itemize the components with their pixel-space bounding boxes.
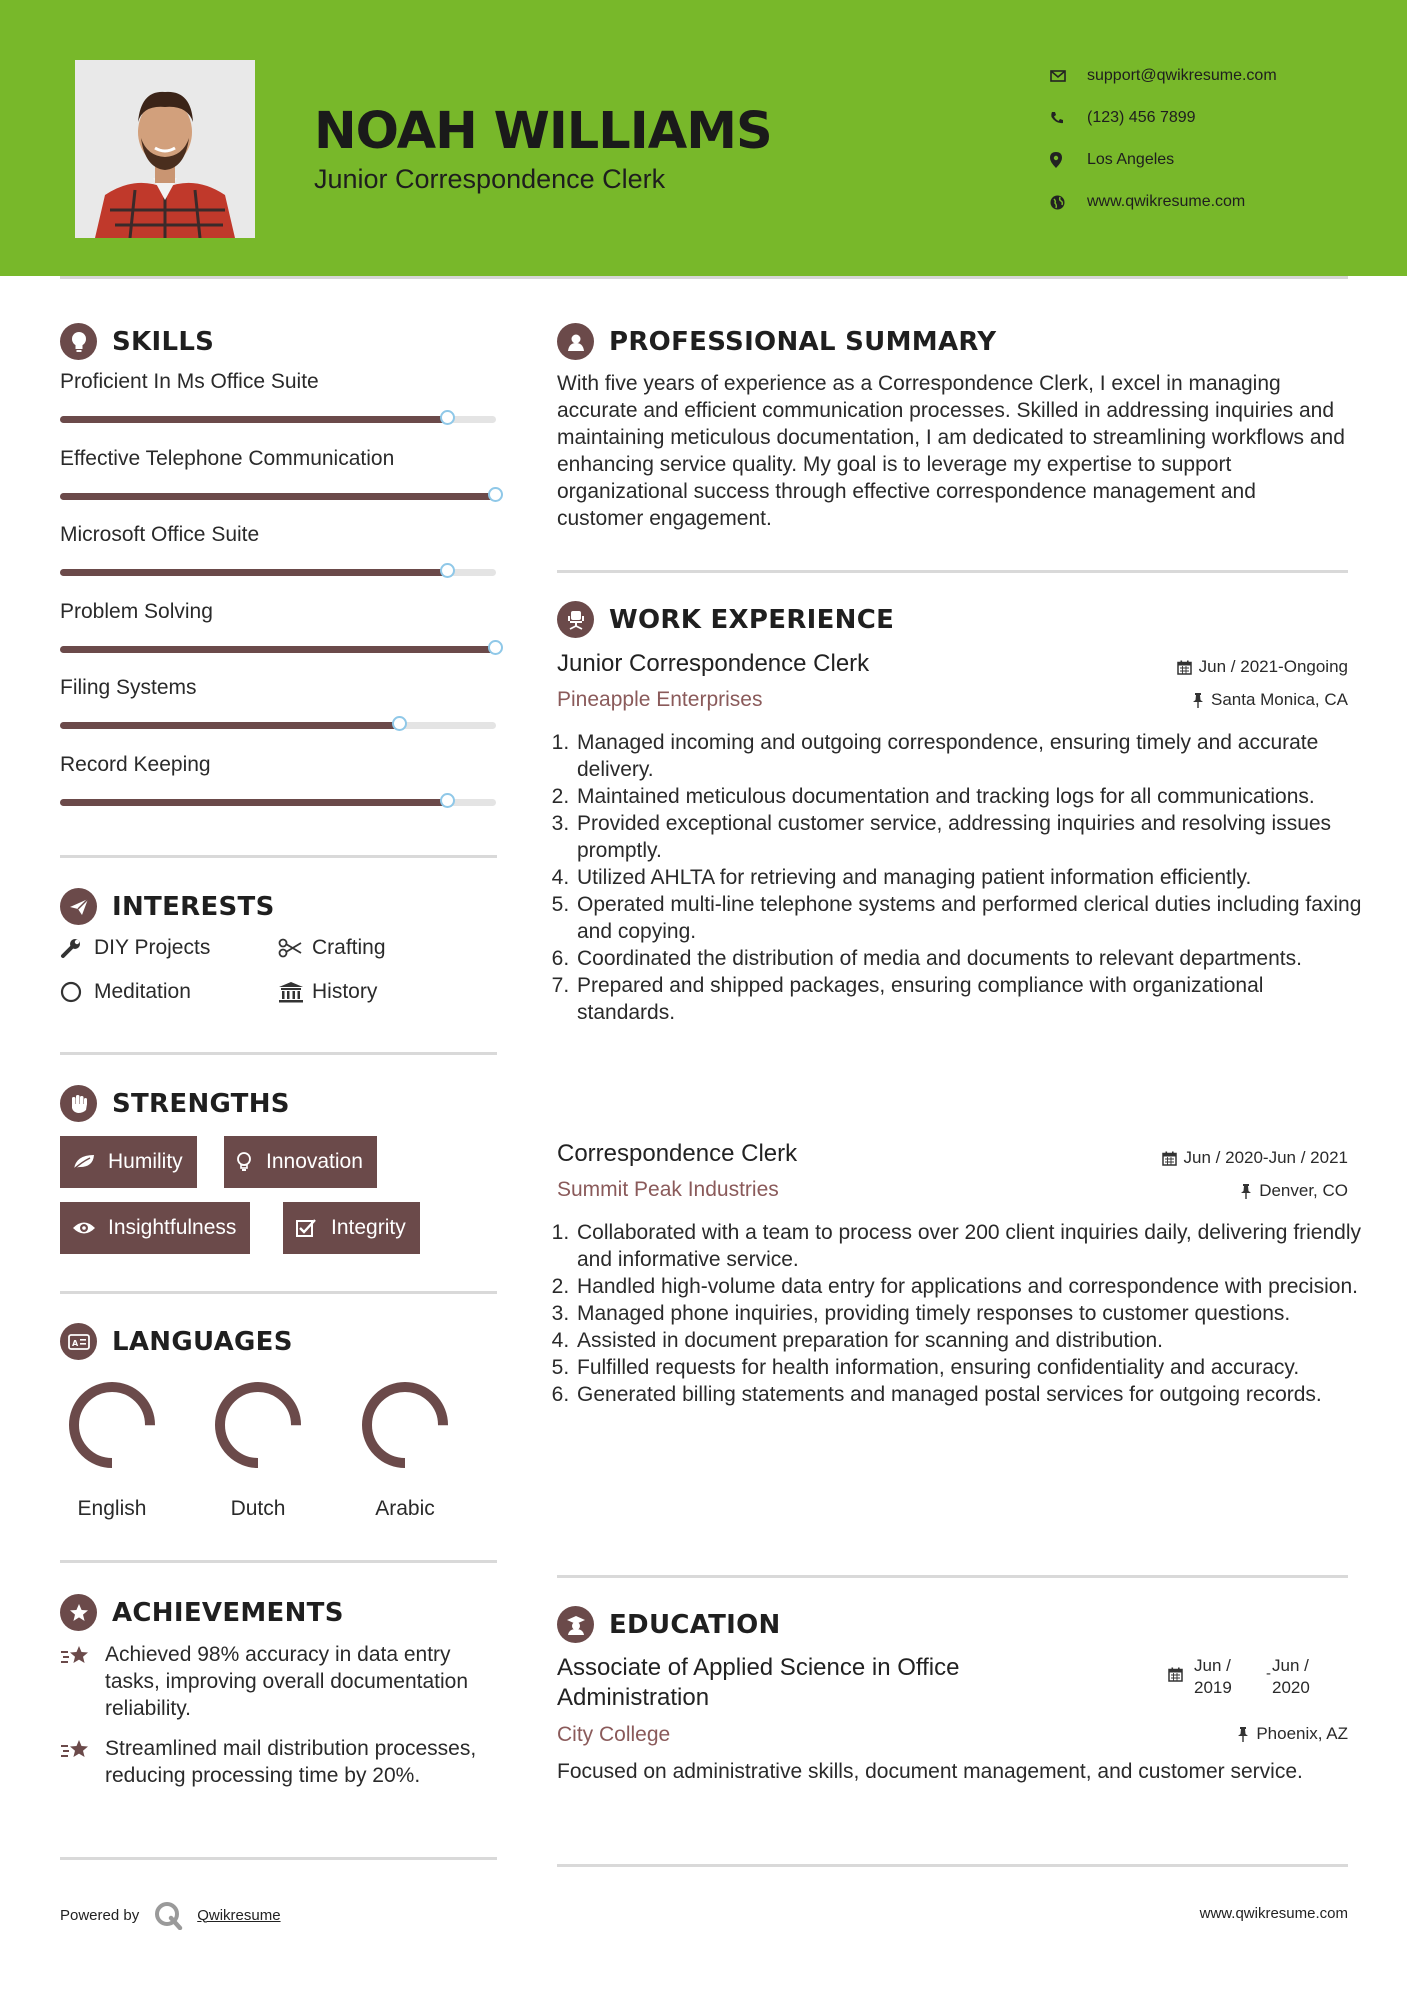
summary-heading: PROFESSIONAL SUMMARY [557,323,996,360]
footer-powered-by: Powered by Qwikresume [60,1900,281,1930]
job-dates: Jun / 2021-Ongoing [1177,657,1348,677]
skill-label: Microsoft Office Suite [60,523,260,546]
edu-end-date: Jun / 2020 [1272,1656,1310,1697]
star-badge-icon [60,1594,97,1631]
duty-item: 4. Assisted in document preparation for scanning and distribution. [575,1327,1365,1354]
user-icon [557,323,594,360]
museum-icon [278,981,312,1003]
language-level-arc [220,1387,296,1463]
duty-item: 2. Maintained meticulous documentation and tracking logs for all communications. [575,783,1365,810]
strength-tag: Innovation [224,1136,377,1188]
pushpin-icon [1192,693,1204,708]
skill-bar [60,416,496,423]
lightbulb-icon [60,323,97,360]
languages-heading: A LANGUAGES [60,1323,293,1360]
skill-bar-fill [60,569,448,576]
interest-item: History [278,980,377,1004]
job-location: Santa Monica, CA [1192,690,1348,710]
divider [557,1864,1348,1867]
skill-bar-fill [60,493,496,500]
duty-item: 5. Fulfilled requests for health information, ensuring confidentiality and accuracy. [575,1354,1365,1381]
language-ring [57,1370,167,1480]
skill-bar [60,569,496,576]
shooting-star-icon [60,1735,105,1789]
skill-bar [60,493,496,500]
job-title: Junior Correspondence Clerk [557,650,870,677]
summary-text: With five years of experience as a Correspondence Clerk, I excel in managing accurate and efficient communication processes. Skilled in addressing inquiries and maintaining meticulous documentation, I am dedicated to streamlining workflows and enhancing service quality. My goal is to leverage my expertise to support organizational success through effective correspondence management and customer engagement. [557,372,1345,530]
leaf-icon [72,1153,108,1171]
skill-label: Effective Telephone Communication [60,446,395,470]
language-label: English [77,1497,147,1520]
contact-website[interactable]: www.qwikresume.com [1050,181,1390,223]
skill-bar-fill [60,416,448,423]
eye-icon [72,1220,108,1236]
experience-heading: WORK EXPERIENCE [557,601,894,638]
job-dates: Jun / 2020-Jun / 2021 [1162,1148,1348,1168]
skill-label: Filing Systems [60,676,197,699]
job-duties [557,729,1365,1026]
duty-item: 4. Utilized AHLTA for retrieving and managing patient information efficiently. [575,864,1365,891]
profile-photo [75,60,255,238]
skill-bar-fill [60,799,448,806]
phone-icon [1050,111,1087,125]
date-separator: - [1266,1665,1271,1682]
skill-bar-fill [60,646,496,653]
language-item [57,1370,167,1521]
duty-item: 3. Managed phone inquiries, providing timely responses to customer questions. [575,1300,1365,1327]
skills-heading: SKILLS [60,323,214,360]
skill-level-knob [392,716,407,731]
achievement-item: Achieved 98% accuracy in data entry tasks, improving overall documentation reliability. [60,1641,500,1722]
paper-plane-icon [60,888,97,925]
contact-block [1050,55,1390,223]
header-divider [60,276,1348,279]
calendar-icon [1177,660,1192,675]
interest-item: DIY Projects [60,936,210,960]
school-name: City College [557,1723,671,1746]
skill-level-knob [488,640,503,655]
skill-level-knob [440,410,455,425]
language-ring [203,1370,313,1480]
duty-item: 7. Prepared and shipped packages, ensuring compliance with organizational standards. [575,972,1365,1026]
svg-text:A: A [71,1338,78,1348]
duty-item: 6. Generated billing statements and managed postal services for outgoing records. [575,1381,1365,1408]
skill-label: Record Keeping [60,752,211,776]
duty-item: 1. Managed incoming and outgoing correspondence, ensuring timely and accurate delivery. [575,729,1365,783]
skill-bar [60,722,496,729]
contact-location: Los Angeles [1050,139,1390,181]
degree-title: Associate of Applied Science in Office [557,1654,960,1681]
divider [60,1052,497,1055]
wrench-icon [60,937,94,959]
pushpin-icon [1240,1184,1252,1199]
language-label: Arabic [375,1497,435,1520]
edu-start-date: Jun / 2019 [1194,1656,1232,1697]
company-name: Pineapple Enterprises [557,688,763,711]
strength-tag: Insightfulness [60,1202,250,1254]
check-square-icon [295,1218,331,1238]
candidate-title: Junior Correspondence Clerk [314,164,666,194]
language-item [203,1370,313,1521]
strength-tag: Humility [60,1136,197,1188]
id-card-icon [60,1323,97,1360]
education-description: Focused on administrative skills, document management, and customer service. [557,1760,1303,1783]
interests-heading: INTERESTS [60,888,275,925]
skill-label: Proficient In Ms Office Suite [60,370,319,393]
language-level-arc [367,1387,443,1463]
job-location: Denver, CO [1240,1181,1348,1201]
globe-icon [1050,195,1087,210]
strength-tag: Integrity [283,1202,420,1254]
duty-item: 6. Coordinated the distribution of media and documents to relevant departments. [575,945,1365,972]
duty-item: 3. Provided exceptional customer service, addressing inquiries and resolving issues promptly. [575,810,1365,864]
calendar-icon [1168,1667,1183,1687]
skill-bar [60,646,496,653]
skill-bar-fill [60,722,400,729]
contact-phone: (123) 456 7899 [1050,97,1390,139]
divider [557,1575,1348,1578]
language-item [350,1370,460,1521]
skill-label: Problem Solving [60,599,213,623]
interest-item: Meditation [60,980,191,1004]
pushpin-icon [1237,1727,1249,1742]
skill-level-knob [488,487,503,502]
office-chair-icon [557,601,594,638]
degree-title-cont: Administration [557,1684,710,1711]
contact-email[interactable]: support@qwikresume.com [1050,55,1390,97]
achievement-item: Streamlined mail distribution processes, reducing processing time by 20%. [60,1735,500,1789]
circle-icon [60,981,94,1003]
header-banner [0,0,1407,276]
footer-website[interactable]: www.qwikresume.com [1199,1905,1348,1922]
map-pin-icon [1050,152,1087,168]
calendar-icon [1162,1151,1177,1166]
interest-item: Crafting [278,936,386,960]
scissors-icon [278,938,312,958]
education-heading: EDUCATION [557,1606,781,1643]
duty-item: 2. Handled high-volume data entry for applications and correspondence with precision. [575,1273,1365,1300]
qwikresume-link[interactable]: Qwikresume [197,1906,281,1924]
fist-icon [60,1085,97,1122]
skill-bar [60,799,496,806]
language-label: Dutch [230,1497,286,1520]
divider [60,855,497,858]
school-location: Phoenix, AZ [1237,1724,1348,1744]
skill-level-knob [440,563,455,578]
divider [557,570,1348,573]
strengths-heading: STRENGTHS [60,1085,290,1122]
achievements-heading: ACHIEVEMENTS [60,1594,344,1631]
qwikresume-logo-icon [153,1900,183,1930]
shooting-star-icon [60,1641,105,1722]
lightbulb-icon [236,1152,266,1172]
language-ring [350,1370,460,1480]
candidate-name: NOAH WILLIAMS [314,102,772,161]
divider [60,1560,497,1563]
envelope-icon [1050,70,1087,82]
divider [60,1857,497,1860]
graduate-icon [557,1606,594,1643]
duty-item: 1. Collaborated with a team to process over 200 client inquiries daily, delivering friendly and informative service. [575,1219,1365,1273]
divider [60,1291,497,1294]
job-duties [557,1219,1365,1408]
duty-item: 5. Operated multi-line telephone systems and performed clerical duties including faxing and copying. [575,891,1365,945]
job-title: Correspondence Clerk [557,1140,798,1167]
company-name: Summit Peak Industries [557,1178,779,1201]
language-level-arc [74,1387,150,1463]
skill-level-knob [440,793,455,808]
